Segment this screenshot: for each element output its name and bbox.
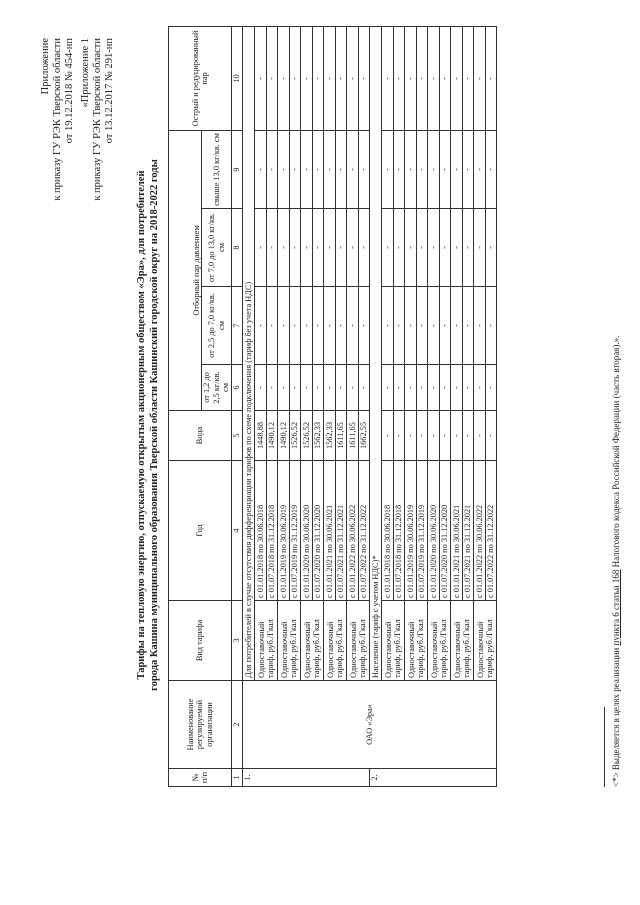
empty-value-cell: - (347, 130, 359, 208)
empty-value-cell: - (312, 26, 324, 130)
empty-value-cell: - (382, 130, 394, 208)
tariff-type: Одноставочный тариф, руб./Гкал (451, 601, 474, 681)
empty-value-cell: - (485, 209, 497, 287)
water-tariff-cell: 1611,65 (335, 411, 347, 461)
tariff-table (168, 26, 497, 787)
water-tariff-cell: 1611,65 (347, 411, 359, 461)
empty-value-cell: - (451, 209, 463, 287)
empty-value-cell: - (312, 287, 324, 365)
tariff-type: Одноставочный тариф, руб./Гкал (347, 601, 370, 681)
tariff-type: Одноставочный тариф, руб./Гкал (382, 601, 405, 681)
header-pressure-4: свыше 13,0 кг/кв. см (202, 130, 232, 208)
column-number: 3 (232, 601, 243, 681)
water-tariff-cell: - (416, 411, 428, 461)
table-row (474, 26, 486, 786)
column-number: 1 (232, 769, 243, 787)
header-line: к приказу ГУ РЭК Тверской области (92, 38, 103, 201)
water-tariff-cell: 1562,33 (312, 411, 324, 461)
column-number: 9 (232, 130, 243, 208)
empty-value-cell: - (485, 365, 497, 411)
water-tariff-cell: - (485, 411, 497, 461)
table-row (301, 26, 313, 786)
empty-value-cell: - (278, 130, 290, 208)
header-line: к приказу ГУ РЭК Тверской области (52, 38, 63, 201)
column-number: 4 (232, 461, 243, 601)
header-organization: Наименование регулируемой организации (169, 681, 232, 769)
empty-value-cell: - (382, 365, 394, 411)
empty-value-cell: - (416, 130, 428, 208)
period-cell: с 01.01.2022 по 30.06.2022 (474, 461, 486, 601)
empty-value-cell: - (301, 209, 313, 287)
empty-value-cell: - (462, 365, 474, 411)
period-cell: с 01.07.2018 по 31.12.2018 (393, 461, 405, 601)
empty-value-cell: - (347, 287, 359, 365)
empty-value-cell: - (485, 26, 497, 130)
empty-value-cell: - (474, 130, 486, 208)
empty-value-cell: - (266, 287, 278, 365)
empty-value-cell: - (416, 365, 428, 411)
empty-value-cell: - (289, 287, 301, 365)
tariff-type: Одноставочный тариф, руб./Гкал (405, 601, 428, 681)
period-cell: с 01.07.2019 по 31.12.2019 (289, 461, 301, 601)
table-row (382, 26, 394, 786)
header-water: Вода (169, 411, 232, 461)
header-number: № п/п (169, 769, 232, 787)
empty-value-cell: - (439, 26, 451, 130)
section-label: Для потребителей в случае отсутствия дифференциации тарифов по схеме подключения (тариф без учета НДС) (243, 26, 255, 680)
empty-value-cell: - (324, 365, 336, 411)
table-row (324, 26, 336, 786)
period-cell: с 01.07.2020 по 31.12.2020 (312, 461, 324, 601)
water-tariff-cell: - (382, 411, 394, 461)
table-row (428, 26, 440, 786)
empty-value-cell: - (451, 130, 463, 208)
empty-value-cell: - (428, 287, 440, 365)
empty-value-cell: - (474, 209, 486, 287)
empty-value-cell: - (255, 365, 267, 411)
empty-value-cell: - (266, 130, 278, 208)
empty-value-cell: - (255, 130, 267, 208)
period-cell: с 01.01.2021 по 30.06.2021 (451, 461, 463, 601)
footnote-separator (604, 707, 605, 787)
water-tariff-cell: 1490,12 (266, 411, 278, 461)
empty-value-cell: - (324, 209, 336, 287)
empty-value-cell: - (485, 130, 497, 208)
empty-value-cell: - (266, 209, 278, 287)
period-cell: с 01.01.2021 по 30.06.2021 (324, 461, 336, 601)
empty-value-cell: - (462, 287, 474, 365)
empty-value-cell: - (428, 26, 440, 130)
water-tariff-cell: - (393, 411, 405, 461)
empty-value-cell: - (451, 26, 463, 130)
empty-value-cell: - (416, 26, 428, 130)
empty-value-cell: - (393, 209, 405, 287)
header-line: «Приложение 1 (80, 38, 91, 108)
period-cell: с 01.07.2021 по 31.12.2021 (462, 461, 474, 601)
empty-value-cell: - (462, 209, 474, 287)
table-row (278, 26, 290, 786)
empty-value-cell: - (358, 209, 370, 287)
empty-value-cell: - (428, 365, 440, 411)
empty-value-cell: - (301, 287, 313, 365)
header-year: Год (169, 461, 232, 601)
header-pressure-3: от 7,0 до 13,0 кг/кв. см (202, 209, 232, 287)
empty-value-cell: - (324, 287, 336, 365)
document-title (136, 75, 161, 775)
water-tariff-cell: - (451, 411, 463, 461)
empty-value-cell: - (382, 287, 394, 365)
empty-value-cell: - (289, 26, 301, 130)
header-tariff-type: Вид тарифа (169, 601, 232, 681)
empty-value-cell: - (266, 26, 278, 130)
empty-value-cell: - (289, 130, 301, 208)
empty-value-cell: - (485, 287, 497, 365)
empty-value-cell: - (312, 365, 324, 411)
empty-value-cell: - (324, 26, 336, 130)
period-cell: с 01.07.2019 по 31.12.2019 (416, 461, 428, 601)
empty-value-cell: - (358, 130, 370, 208)
column-number: 5 (232, 411, 243, 461)
period-cell: с 01.01.2020 по 30.06.2020 (428, 461, 440, 601)
water-tariff-cell: 1662,55 (358, 411, 370, 461)
empty-value-cell: - (358, 365, 370, 411)
period-cell: с 01.07.2020 по 31.12.2020 (439, 461, 451, 601)
tariff-type: Одноставочный тариф, руб./Гкал (474, 601, 497, 681)
period-cell: с 01.01.2020 по 30.06.2020 (301, 461, 313, 601)
empty-value-cell: - (278, 365, 290, 411)
water-tariff-cell: 1490,12 (278, 411, 290, 461)
empty-value-cell: - (335, 209, 347, 287)
header-line: Приложение (40, 38, 51, 95)
empty-value-cell: - (382, 209, 394, 287)
empty-value-cell: - (439, 287, 451, 365)
empty-value-cell: - (451, 287, 463, 365)
section-row (370, 26, 382, 786)
water-tariff-cell: - (439, 411, 451, 461)
organization-name: ОАО «Эра» (243, 681, 497, 769)
empty-value-cell: - (278, 26, 290, 130)
empty-value-cell: - (255, 287, 267, 365)
original-appendix-header (80, 38, 116, 201)
footnote-prefix: <*> Выделяется в целях реализации (611, 645, 621, 787)
empty-value-cell: - (266, 365, 278, 411)
empty-value-cell: - (347, 365, 359, 411)
table-row (405, 26, 417, 786)
water-tariff-cell: 1448,88 (255, 411, 267, 461)
section-number: 2. (370, 769, 497, 787)
table-row (347, 26, 359, 786)
tariff-type: Одноставочный тариф, руб./Гкал (301, 601, 324, 681)
empty-value-cell: - (324, 130, 336, 208)
empty-value-cell: - (382, 26, 394, 130)
table-row (451, 26, 463, 786)
water-tariff-cell: - (405, 411, 417, 461)
empty-value-cell: - (474, 287, 486, 365)
empty-value-cell: - (358, 26, 370, 130)
empty-value-cell: - (405, 365, 417, 411)
header-pressure-2: от 2,5 до 7,0 кг/кв. см (202, 287, 232, 365)
footnote (611, 336, 621, 787)
section-label: Население (тариф с учетом НДС)* (370, 26, 382, 680)
column-number: 6 (232, 365, 243, 411)
empty-value-cell: - (393, 26, 405, 130)
water-tariff-cell: 1562,33 (324, 411, 336, 461)
header-pressure-1: от 1,2 до 2,5 кг/кв. см (202, 365, 232, 411)
empty-value-cell: - (393, 287, 405, 365)
tariff-type: Одноставочный тариф, руб./Гкал (324, 601, 347, 681)
empty-value-cell: - (428, 130, 440, 208)
column-number: 8 (232, 209, 243, 287)
empty-value-cell: - (255, 26, 267, 130)
empty-value-cell: - (301, 365, 313, 411)
empty-value-cell: - (405, 26, 417, 130)
tariff-type: Одноставочный тариф, руб./Гкал (428, 601, 451, 681)
empty-value-cell: - (289, 209, 301, 287)
water-tariff-cell: - (428, 411, 440, 461)
tariff-type: Одноставочный тариф, руб./Гкал (278, 601, 301, 681)
period-cell: с 01.07.2018 по 31.12.2018 (266, 461, 278, 601)
footnote-link[interactable]: пункта 6 статьи 168 (611, 569, 621, 646)
empty-value-cell: - (462, 26, 474, 130)
empty-value-cell: - (301, 26, 313, 130)
empty-value-cell: - (312, 209, 324, 287)
period-cell: с 01.01.2018 по 30.06.2018 (255, 461, 267, 601)
water-tariff-cell: - (474, 411, 486, 461)
empty-value-cell: - (416, 287, 428, 365)
period-cell: с 01.07.2021 по 31.12.2021 (335, 461, 347, 601)
empty-value-cell: - (439, 209, 451, 287)
empty-value-cell: - (312, 130, 324, 208)
empty-value-cell: - (451, 365, 463, 411)
empty-value-cell: - (393, 130, 405, 208)
period-cell: с 01.01.2022 по 30.06.2022 (347, 461, 359, 601)
period-cell: с 01.01.2019 по 30.06.2019 (405, 461, 417, 601)
water-tariff-cell: - (462, 411, 474, 461)
empty-value-cell: - (335, 26, 347, 130)
empty-value-cell: - (405, 209, 417, 287)
water-tariff-cell: 1526,52 (289, 411, 301, 461)
section-row (243, 26, 255, 786)
empty-value-cell: - (301, 130, 313, 208)
column-numbers-row (232, 26, 243, 786)
empty-value-cell: - (255, 209, 267, 287)
empty-value-cell: - (416, 209, 428, 287)
empty-value-cell: - (405, 130, 417, 208)
period-cell: с 01.07.2022 по 31.12.2022 (485, 461, 497, 601)
empty-value-cell: - (462, 130, 474, 208)
column-number: 2 (232, 681, 243, 769)
empty-value-cell: - (405, 287, 417, 365)
empty-value-cell: - (358, 287, 370, 365)
header-steam: Отборный пар давлением (169, 130, 202, 410)
tariff-type: Одноставочный тариф, руб./Гкал (255, 601, 278, 681)
empty-value-cell: - (278, 209, 290, 287)
header-line: от 19.12.2018 № 454-нп (64, 38, 75, 144)
empty-value-cell: - (393, 365, 405, 411)
header-sharp-steam: Острый и редуцированный пар (169, 26, 232, 130)
empty-value-cell: - (347, 26, 359, 130)
period-cell: с 01.01.2018 по 30.06.2018 (382, 461, 394, 601)
empty-value-cell: - (474, 365, 486, 411)
empty-value-cell: - (439, 365, 451, 411)
empty-value-cell: - (335, 287, 347, 365)
header-line: от 13.12.2017 № 291-нп (104, 38, 115, 144)
empty-value-cell: - (278, 287, 290, 365)
section-number: 1. (243, 769, 370, 787)
table-row (255, 26, 267, 786)
empty-value-cell: - (335, 365, 347, 411)
column-number: 7 (232, 287, 243, 365)
empty-value-cell: - (428, 209, 440, 287)
period-cell: с 01.07.2022 по 31.12.2022 (358, 461, 370, 601)
empty-value-cell: - (289, 365, 301, 411)
water-tariff-cell: 1526,52 (301, 411, 313, 461)
footnote-suffix: Налогового кодекса Российской Федерации (часть вторая).». (611, 335, 621, 570)
empty-value-cell: - (474, 26, 486, 130)
empty-value-cell: - (439, 130, 451, 208)
title-line: города Кашина муниципального образования Тверской области Кашинский городской округ на 2018-2022 годы (148, 159, 160, 691)
period-cell: с 01.01.2019 по 30.06.2019 (278, 461, 290, 601)
appendix-header (40, 38, 76, 201)
column-number: 10 (232, 26, 243, 130)
empty-value-cell: - (335, 130, 347, 208)
empty-value-cell: - (347, 209, 359, 287)
title-line: Тарифы на тепловую энергию, отпускаемую открытым акционерным обществом «Эра», для потребителей (136, 170, 147, 680)
